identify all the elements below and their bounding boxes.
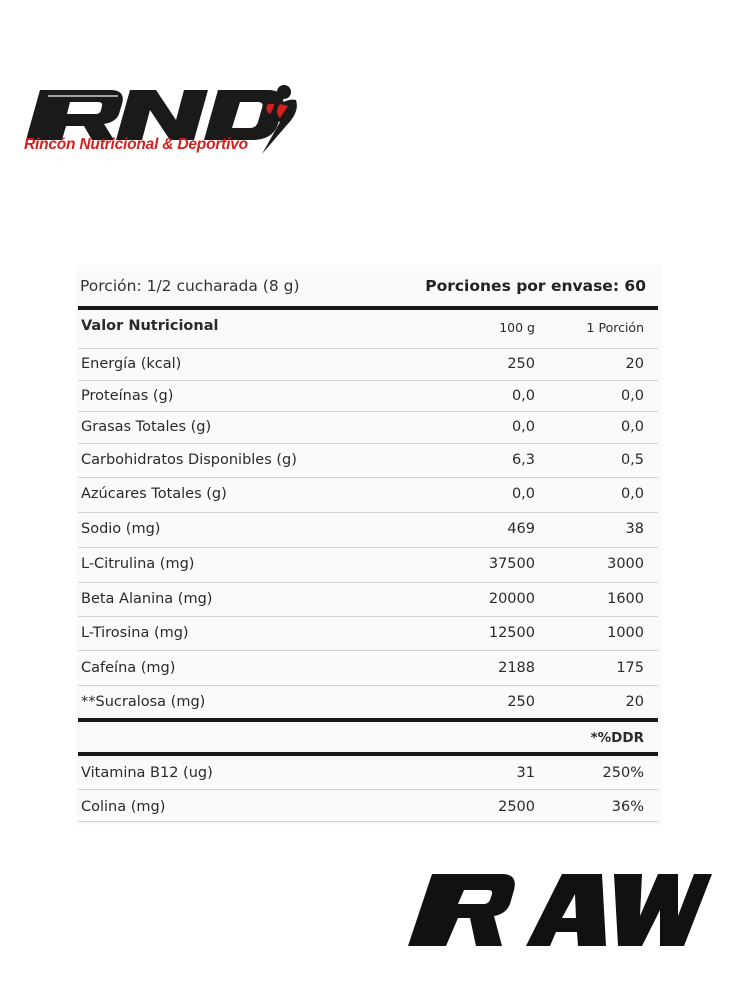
row-name: Azúcares Totales (g) <box>81 486 227 502</box>
divider <box>78 685 658 686</box>
row-per-serving: 1000 <box>607 625 644 641</box>
divider-thick <box>78 306 658 310</box>
row-per100: 6,3 <box>511 452 535 468</box>
row-per100: 2188 <box>498 660 535 676</box>
divider <box>78 616 658 617</box>
row-per100: 250 <box>507 356 535 372</box>
row-name: Vitamina B12 (ug) <box>81 765 213 781</box>
row-per100: 469 <box>507 521 535 537</box>
row-per100: 250 <box>507 694 535 710</box>
row-per100: 20000 <box>488 591 535 607</box>
row-per100: 37500 <box>488 556 535 572</box>
row-name: L-Citrulina (mg) <box>81 556 195 572</box>
row-name: Grasas Totales (g) <box>81 419 212 435</box>
servings-per-container: Porciones por envase: 60 <box>425 277 646 295</box>
row-name: Colina (mg) <box>81 799 166 815</box>
divider-thick <box>78 718 658 722</box>
row-name: Energía (kcal) <box>81 356 182 372</box>
row-per-serving: 1600 <box>607 591 644 607</box>
row-per-serving: 20 <box>625 356 644 372</box>
row-ddr: 250% <box>602 765 644 781</box>
divider <box>78 411 658 412</box>
divider <box>78 582 658 583</box>
row-per100: 12500 <box>488 625 535 641</box>
row-per-serving: 38 <box>625 521 644 537</box>
divider <box>78 443 658 444</box>
divider <box>78 789 658 790</box>
raw-logo <box>406 872 712 948</box>
divider <box>78 650 658 651</box>
row-per-serving: 3000 <box>607 556 644 572</box>
ddr-header: *%DDR <box>590 730 644 746</box>
header-col-serving: 1 Porción <box>586 320 644 335</box>
serving-info <box>78 272 646 302</box>
divider <box>78 512 658 513</box>
divider <box>78 477 658 478</box>
divider <box>78 348 658 349</box>
header-label: Valor Nutricional <box>81 318 219 334</box>
row-ddr: 36% <box>611 799 644 815</box>
row-name: Cafeína (mg) <box>81 660 176 676</box>
row-per-serving: 0,5 <box>620 452 644 468</box>
row-name: L-Tirosina (mg) <box>81 625 189 641</box>
row-per-serving: 0,0 <box>620 486 644 502</box>
raw-logo-icon <box>406 872 712 948</box>
rnd-tagline: Rincón Nutricional & Deportivo <box>24 136 248 153</box>
row-per-serving: 20 <box>625 694 644 710</box>
row-per-serving: 175 <box>616 660 644 676</box>
row-name: Sodio (mg) <box>81 521 161 537</box>
serving-size: Porción: 1/2 cucharada (8 g) <box>80 277 300 295</box>
row-amount: 31 <box>516 765 535 781</box>
header-col-100g: 100 g <box>499 320 535 335</box>
nutrition-panel <box>76 265 662 825</box>
row-per-serving: 0,0 <box>620 388 644 404</box>
row-per-serving: 0,0 <box>620 419 644 435</box>
row-name: **Sucralosa (mg) <box>81 694 206 710</box>
row-name: Carbohidratos Disponibles (g) <box>81 452 297 468</box>
row-amount: 2500 <box>498 799 535 815</box>
row-per100: 0,0 <box>511 486 535 502</box>
row-per100: 0,0 <box>511 388 535 404</box>
row-name: Beta Alanina (mg) <box>81 591 213 607</box>
row-name: Proteínas (g) <box>81 388 174 404</box>
divider <box>78 380 658 381</box>
divider <box>78 547 658 548</box>
row-per100: 0,0 <box>511 419 535 435</box>
divider <box>78 821 658 822</box>
divider-thick <box>78 752 658 756</box>
